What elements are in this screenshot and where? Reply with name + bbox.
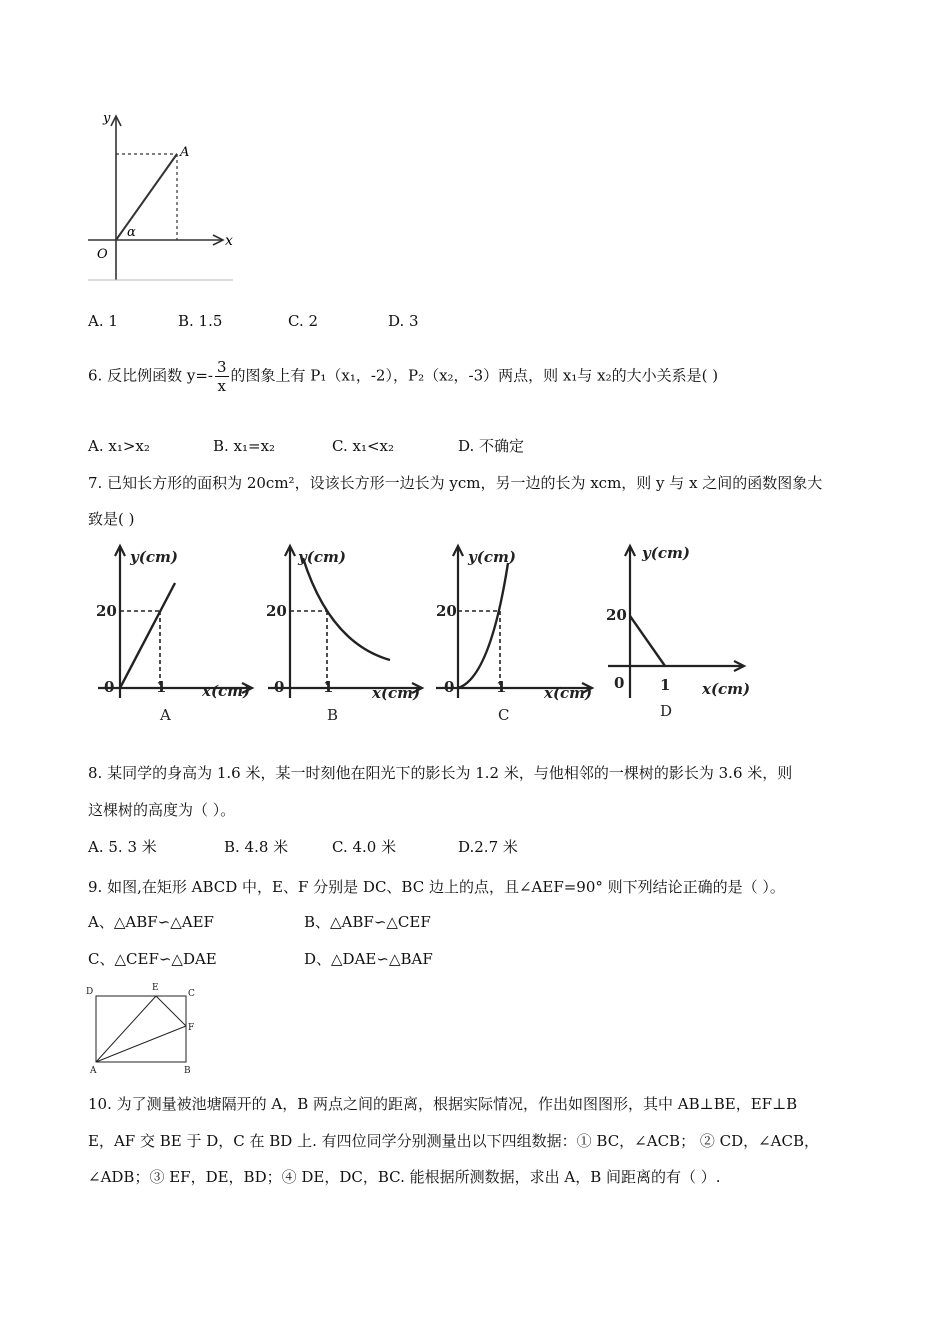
q8-option-a: A. 5. 3 米 xyxy=(88,838,157,856)
fig5-point-a: A xyxy=(180,145,190,160)
q9-label-f: F xyxy=(188,1023,195,1033)
q9-option-c: C、△CEF∽△DAE xyxy=(88,950,217,968)
q10-line1: 10. 为了测量被池塘隔开的 A，B 两点之间的距离，根据实际情况，作出如图图形，其中 AB⊥BE，EF⊥B xyxy=(88,1095,798,1113)
graph-b-tick-y: 20 xyxy=(266,602,287,620)
q6-option-b: B. x₁=x₂ xyxy=(213,437,276,455)
graph-c-tick-y: 20 xyxy=(436,602,457,620)
graph-a-xlabel: x(cm) xyxy=(202,682,251,700)
q10-line2: E，AF 交 BE 于 D，C 在 BD 上. 有四位同学分别测量出以下四组数据：① BC，∠ACB； ② CD，∠ACB， xyxy=(88,1132,820,1150)
q5-figure xyxy=(85,108,240,288)
q6-prefix: 6. 反比例函数 y=- xyxy=(88,366,213,385)
fig5-origin-label: O xyxy=(97,247,108,262)
q8-line2: 这棵树的高度为（ ）。 xyxy=(88,801,236,819)
graph-b-ylabel: y(cm) xyxy=(298,548,346,566)
graph-a-origin: 0 xyxy=(104,678,115,696)
graph-d-tick-x: 1 xyxy=(660,676,671,694)
q9-label-d: D xyxy=(86,987,94,997)
q6-suffix: 的图象上有 P₁（x₁，-2），P₂（x₂，-3）两点，则 x₁与 x₂的大小关系是( ) xyxy=(230,366,719,385)
q8-option-b: B. 4.8 米 xyxy=(224,838,289,856)
q6-option-a: A. x₁>x₂ xyxy=(88,437,150,455)
fig5-x-label: x xyxy=(225,233,233,249)
graph-c-ylabel: y(cm) xyxy=(468,548,516,566)
q9-figure xyxy=(84,980,204,1075)
graph-a-caption: A xyxy=(160,706,171,724)
q9-label-a: A xyxy=(90,1066,97,1075)
q9-option-a: A、△ABF∽△AEF xyxy=(88,913,214,931)
graph-c-caption: C xyxy=(498,706,510,724)
graph-a-ylabel: y(cm) xyxy=(130,548,178,566)
graph-a-tick-y: 20 xyxy=(96,602,117,620)
q5-option-c: C. 2 xyxy=(288,312,319,330)
q5-option-d: D. 3 xyxy=(388,312,419,330)
q8-line1: 8. 某同学的身高为 1.6 米，某一时刻他在阳光下的影长为 1.2 米，与他相邻的一棵树的影长为 3.6 米，则 xyxy=(88,764,793,782)
graph-d-origin: 0 xyxy=(614,674,625,692)
graph-d-caption: D xyxy=(660,702,673,720)
q6-fraction xyxy=(215,358,229,395)
graph-b-xlabel: x(cm) xyxy=(372,684,421,702)
q9-option-d: D、△DAE∽△BAF xyxy=(304,950,433,968)
graph-a-tick-x: 1 xyxy=(156,678,167,696)
graph-d-tick-y: 20 xyxy=(606,606,627,624)
q7-line1: 7. 已知长方形的面积为 20cm²，设该长方形一边长为 ycm，另一边的长为 xcm，则 y 与 x 之间的函数图象大 xyxy=(88,474,823,492)
q9-line1: 9. 如图,在矩形 ABCD 中，E、F 分别是 DC、BC 边上的点，且∠AEF=90° 则下列结论正确的是（ ）。 xyxy=(88,878,785,896)
graph-b-caption: B xyxy=(327,706,339,724)
q7-graphs xyxy=(90,538,760,728)
graph-c-xlabel: x(cm) xyxy=(544,684,593,702)
fig5-alpha: α xyxy=(127,225,136,240)
graph-d-ylabel: y(cm) xyxy=(642,544,690,562)
fig5-y-label: y xyxy=(103,111,111,126)
q7-line2: 致是( ) xyxy=(88,510,135,528)
graph-b-origin: 0 xyxy=(274,678,285,696)
graph-c-origin: 0 xyxy=(444,678,455,696)
q9-option-b: B、△ABF∽△CEF xyxy=(304,913,431,931)
q8-option-d: D.2.7 米 xyxy=(458,838,518,856)
q8-option-c: C. 4.0 米 xyxy=(332,838,397,856)
graph-d-xlabel: x(cm) xyxy=(702,680,751,698)
q9-label-c: C xyxy=(188,989,195,999)
q6-question xyxy=(88,358,718,395)
graph-b-tick-x: 1 xyxy=(323,678,334,696)
q5-option-b: B. 1.5 xyxy=(178,312,223,330)
q6-frac-num: 3 xyxy=(216,358,227,376)
q9-label-b: B xyxy=(184,1066,191,1075)
q6-frac-den: x xyxy=(217,377,226,395)
q6-option-c: C. x₁<x₂ xyxy=(332,437,394,455)
q5-option-a: A. 1 xyxy=(88,312,118,330)
q9-label-e: E xyxy=(152,983,159,993)
graph-c-tick-x: 1 xyxy=(496,678,507,696)
q10-line3: ∠ADB；③ EF，DE，BD；④ DE，DC，BC. 能根据所测数据，求出 A，B 间距离的有（ ）. xyxy=(88,1168,721,1186)
q6-option-d: D. 不确定 xyxy=(458,437,525,455)
